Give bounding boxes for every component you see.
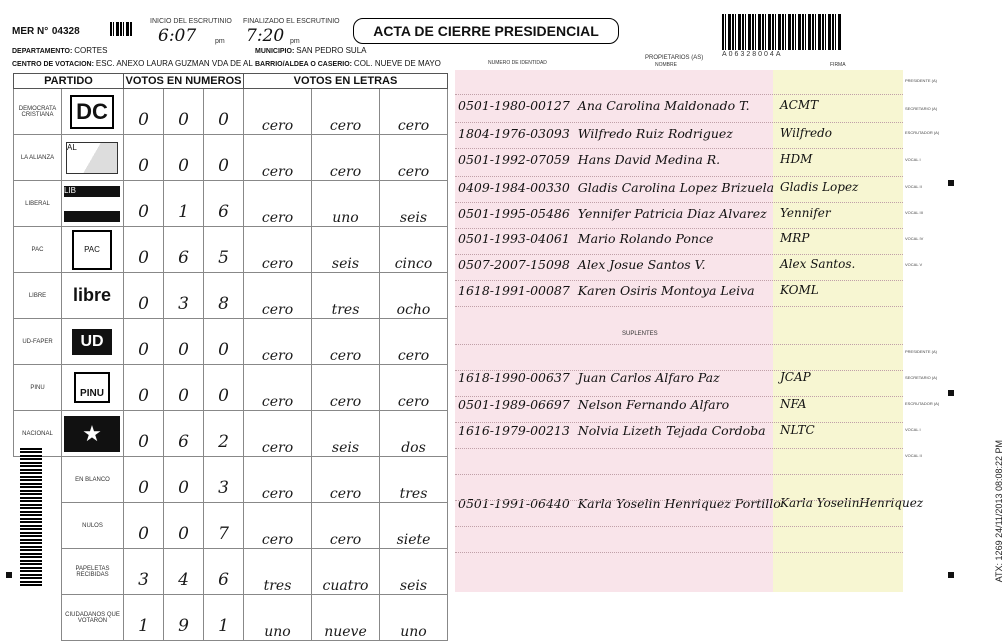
vote-word: seis xyxy=(312,227,380,273)
member-signature: NLTC xyxy=(780,423,815,437)
member-signature: Gladis Lopez xyxy=(780,180,859,194)
vote-digit: 0 xyxy=(124,135,164,181)
row-divider xyxy=(455,122,903,123)
vote-word: ocho xyxy=(380,273,448,319)
member-signature: Wilfredo xyxy=(780,126,832,140)
vote-digit: 2 xyxy=(204,411,244,457)
role-label: VOCAL V xyxy=(905,262,923,267)
vote-digit: 4 xyxy=(164,549,204,595)
vote-word: seis xyxy=(312,411,380,457)
party-name: LA ALIANZA xyxy=(14,135,62,181)
member-signature: Yennifer xyxy=(780,206,831,220)
vote-digit: 0 xyxy=(164,365,204,411)
member-row xyxy=(458,231,713,246)
vote-digit: 1 xyxy=(204,595,244,641)
member-name: Alex Josue Santos V. xyxy=(577,257,706,272)
vote-word: cero xyxy=(312,457,380,503)
municipio-value: SAN PEDRO SULA xyxy=(296,46,367,55)
vote-digit: 0 xyxy=(164,503,204,549)
row-divider xyxy=(455,396,903,397)
vote-digit: 5 xyxy=(204,227,244,273)
vote-digit: 0 xyxy=(204,365,244,411)
vote-digit: 8 xyxy=(204,273,244,319)
member-name: Nolvia Lizeth Tejada Cordoba xyxy=(577,423,766,438)
member-signature: Alex Santos. xyxy=(780,257,856,271)
vote-digit: 0 xyxy=(204,319,244,365)
barcode-number: A06328004A xyxy=(722,51,783,58)
vote-word: cero xyxy=(380,365,448,411)
centro-label: CENTRO DE VOTACION: xyxy=(12,61,94,68)
vote-digit: 0 xyxy=(164,457,204,503)
member-row xyxy=(458,283,755,298)
vote-word: cero xyxy=(380,319,448,365)
municipio-label: MUNICIPIO: xyxy=(255,48,295,55)
party-name: LIBERAL xyxy=(14,181,62,227)
party-logo-cell xyxy=(62,181,124,227)
col-identidad: NUMERO DE IDENTIDAD xyxy=(488,60,547,66)
summary-row xyxy=(14,595,448,641)
member-name: Yennifer Patricia Diaz Alvarez xyxy=(577,206,767,221)
identity-number: 0501-1980-00127 xyxy=(458,98,570,113)
role-label: VOCAL II xyxy=(905,453,922,458)
col-numeros: VOTOS EN NUMEROS xyxy=(124,74,244,89)
timestamp-stamp: ATX: 1269 24/11/2013 08:08:22 PM xyxy=(994,440,1004,583)
role-label: SECRETARIO (A) xyxy=(905,106,938,111)
member-signature: MRP xyxy=(780,231,810,245)
party-row xyxy=(14,273,448,319)
row-divider xyxy=(455,474,903,475)
party-logo-cell xyxy=(62,319,124,365)
party-row xyxy=(14,135,448,181)
side-barcode xyxy=(20,448,42,586)
row-divider xyxy=(455,422,903,423)
vote-digit: 9 xyxy=(164,595,204,641)
identity-number: 0507-2007-15098 xyxy=(458,257,570,272)
final-ampm: pm xyxy=(290,38,300,45)
vote-digit: 0 xyxy=(164,319,204,365)
party-logo: AL xyxy=(66,142,118,174)
vote-word: siete xyxy=(380,503,448,549)
role-label: VOCAL III xyxy=(905,210,923,215)
row-divider xyxy=(455,228,903,229)
vote-word: nueve xyxy=(312,595,380,641)
identity-number: 0501-1991-06440 xyxy=(458,496,570,511)
inicio-ampm: pm xyxy=(215,38,225,45)
role-label: VOCAL I xyxy=(905,157,921,162)
vote-word: cinco xyxy=(380,227,448,273)
party-row xyxy=(14,89,448,135)
vote-word: cero xyxy=(312,503,380,549)
vote-digit: 0 xyxy=(204,89,244,135)
member-signature: Karla YoselinHenriquez xyxy=(780,496,924,510)
party-logo-cell xyxy=(62,365,124,411)
party-logo-cell xyxy=(62,411,124,457)
vote-digit: 6 xyxy=(204,181,244,227)
member-name: Wilfredo Ruiz Rodriguez xyxy=(577,126,733,141)
party-logo: DC xyxy=(70,95,114,129)
vote-digit: 6 xyxy=(164,411,204,457)
vote-word: cero xyxy=(244,411,312,457)
col-partido: PARTIDO xyxy=(14,74,124,89)
vote-word: cero xyxy=(244,503,312,549)
summary-label: EN BLANCO xyxy=(62,457,124,503)
vote-word: seis xyxy=(380,549,448,595)
vote-word: tres xyxy=(244,549,312,595)
vote-word: cero xyxy=(244,319,312,365)
registration-mark xyxy=(948,180,954,186)
registration-mark xyxy=(6,572,12,578)
vote-word: cero xyxy=(244,89,312,135)
departamento-label: DEPARTAMENTO: xyxy=(12,48,73,55)
role-label: ESCRUTADOR (A) xyxy=(905,130,940,135)
identity-number: 0501-1993-04061 xyxy=(458,231,570,246)
votes-table xyxy=(13,73,448,641)
party-logo-cell xyxy=(62,227,124,273)
centro-row xyxy=(12,59,253,68)
member-signature: JCAP xyxy=(780,370,811,384)
member-name: Ana Carolina Maldonado T. xyxy=(577,98,750,113)
member-name: Karla Yoselin Henriquez Portillo xyxy=(577,496,781,511)
party-logo: PINU xyxy=(74,372,110,403)
vote-digit: 0 xyxy=(124,273,164,319)
row-divider xyxy=(455,202,903,203)
mer-value: 04328 xyxy=(51,26,80,37)
vote-word: cero xyxy=(244,365,312,411)
member-row xyxy=(458,397,729,412)
member-name: Gladis Carolina Lopez Brizuela xyxy=(577,180,775,195)
identity-number: 0501-1995-05486 xyxy=(458,206,570,221)
summary-row xyxy=(14,457,448,503)
vote-word: uno xyxy=(380,595,448,641)
member-row xyxy=(458,126,733,141)
summary-label: CIUDADANOS QUE VOTARON xyxy=(62,595,124,641)
vote-digit: 0 xyxy=(164,135,204,181)
party-row xyxy=(14,411,448,457)
vote-digit: 0 xyxy=(124,319,164,365)
vote-digit: 1 xyxy=(124,595,164,641)
party-logo: libre xyxy=(72,285,111,305)
col-firma: FIRMA xyxy=(830,62,846,68)
identity-number: 1618-1991-00087 xyxy=(458,283,570,298)
vote-word: cero xyxy=(312,89,380,135)
vote-digit: 0 xyxy=(204,135,244,181)
vote-digit: 7 xyxy=(204,503,244,549)
summary-row xyxy=(14,549,448,595)
vote-digit: 0 xyxy=(124,365,164,411)
member-row xyxy=(458,180,774,195)
party-row xyxy=(14,181,448,227)
member-name: Mario Rolando Ponce xyxy=(577,231,714,246)
role-label: VOCAL IV xyxy=(905,236,924,241)
inicio-label: INICIO DEL ESCRUTINIO xyxy=(150,18,232,25)
party-logo-cell xyxy=(62,135,124,181)
identity-number: 1618-1990-00637 xyxy=(458,370,570,385)
vote-word: uno xyxy=(244,595,312,641)
role-label: PRESIDENTE (A) xyxy=(905,349,938,354)
party-name: LIBRE xyxy=(14,273,62,319)
mer-number xyxy=(12,22,80,37)
member-name: Nelson Fernando Alfaro xyxy=(577,397,730,412)
role-label: VOCAL I xyxy=(905,427,921,432)
role-label: PRESIDENTE (A) xyxy=(905,78,938,83)
main-barcode xyxy=(722,14,842,50)
vote-word: cero xyxy=(244,135,312,181)
vote-word: cero xyxy=(380,89,448,135)
member-row xyxy=(458,496,781,511)
identity-number: 0501-1992-07059 xyxy=(458,152,570,167)
row-divider xyxy=(455,176,903,177)
col-letras: VOTOS EN LETRAS xyxy=(244,74,448,89)
party-logo: PAC xyxy=(72,230,112,270)
party-row xyxy=(14,365,448,411)
row-divider xyxy=(455,306,903,307)
vote-digit: 0 xyxy=(124,89,164,135)
final-time: 7:20 xyxy=(246,26,285,46)
row-divider xyxy=(455,280,903,281)
party-name: PAC xyxy=(14,227,62,273)
vote-word: tres xyxy=(312,273,380,319)
vote-word: uno xyxy=(312,181,380,227)
member-row xyxy=(458,206,767,221)
member-name: Hans David Medina R. xyxy=(577,152,721,167)
identity-number: 0409-1984-00330 xyxy=(458,180,570,195)
party-logo-cell xyxy=(62,89,124,135)
party-row xyxy=(14,319,448,365)
party-row xyxy=(14,227,448,273)
vote-digit: 3 xyxy=(204,457,244,503)
summary-label: NULOS xyxy=(62,503,124,549)
vote-word: cero xyxy=(244,273,312,319)
row-divider xyxy=(455,448,903,449)
vote-digit: 0 xyxy=(124,227,164,273)
party-logo-cell xyxy=(62,273,124,319)
vote-digit: 0 xyxy=(164,89,204,135)
barrio-value: COL. NUEVE DE MAYO xyxy=(353,59,441,68)
vote-digit: 0 xyxy=(124,457,164,503)
vote-word: cero xyxy=(244,457,312,503)
final-label: FINALIZADO EL ESCRUTINIO xyxy=(243,18,340,25)
departamento-row xyxy=(12,46,107,55)
row-divider xyxy=(455,94,903,95)
empty-cell xyxy=(14,595,62,641)
vote-digit: 3 xyxy=(124,549,164,595)
party-name: PINU xyxy=(14,365,62,411)
party-logo xyxy=(64,416,120,452)
row-divider xyxy=(455,500,903,501)
summary-row xyxy=(14,503,448,549)
party-name: NACIONAL xyxy=(14,411,62,457)
role-label: VOCAL II xyxy=(905,184,922,189)
vote-word: seis xyxy=(380,181,448,227)
vote-digit: 0 xyxy=(124,411,164,457)
member-signature: HDM xyxy=(780,152,813,166)
summary-label: PAPELETAS RECIBIDAS xyxy=(62,549,124,595)
municipio-row xyxy=(255,46,366,55)
vote-digit: 0 xyxy=(124,181,164,227)
member-row xyxy=(458,257,705,272)
vote-word: cero xyxy=(244,181,312,227)
barrio-row xyxy=(255,59,441,68)
member-row xyxy=(458,98,750,113)
member-signature: ACMT xyxy=(780,98,819,112)
identity-number: 1804-1976-03093 xyxy=(458,126,570,141)
inicio-time: 6:07 xyxy=(158,26,197,46)
centro-value: ESC. ANEXO LAURA GUZMAN VDA DE AL xyxy=(95,59,253,68)
row-divider xyxy=(455,148,903,149)
vote-digit: 6 xyxy=(164,227,204,273)
registration-mark xyxy=(948,390,954,396)
member-row xyxy=(458,370,720,385)
role-label: SECRETARIO (A) xyxy=(905,375,938,380)
vote-digit: 6 xyxy=(204,549,244,595)
col-propietarios: PROPIETARIOS (AS) xyxy=(645,55,704,61)
vote-word: cero xyxy=(244,227,312,273)
star-icon: ★ xyxy=(82,420,102,446)
member-row xyxy=(458,152,720,167)
vote-word: cero xyxy=(312,135,380,181)
col-nombre: NOMBRE xyxy=(655,62,677,68)
role-label: ESCRUTADOR (A) xyxy=(905,401,940,406)
party-name: UD-FAPER xyxy=(14,319,62,365)
registration-mark xyxy=(948,572,954,578)
row-divider xyxy=(455,526,903,527)
departamento-value: CORTES xyxy=(74,46,108,55)
document-title: ACTA DE CIERRE PRESIDENCIAL xyxy=(353,18,619,44)
mer-label: MER N° xyxy=(12,26,49,37)
vote-word: tres xyxy=(380,457,448,503)
member-signature: NFA xyxy=(780,397,807,411)
party-logo: LIB xyxy=(64,186,120,222)
vote-digit: 3 xyxy=(164,273,204,319)
identity-number: 0501-1989-06697 xyxy=(458,397,570,412)
vote-word: cuatro xyxy=(312,549,380,595)
member-name: Karen Osiris Montoya Leiva xyxy=(577,283,755,298)
small-barcode xyxy=(110,22,132,36)
suplentes-label: SUPLENTES xyxy=(622,331,658,337)
member-signature: KOML xyxy=(780,283,819,297)
member-name: Juan Carlos Alfaro Paz xyxy=(577,370,720,385)
barrio-label: BARRIO/ALDEA O CASERIO: xyxy=(255,61,352,68)
row-divider xyxy=(455,344,903,345)
vote-word: cero xyxy=(380,135,448,181)
party-logo: UD xyxy=(72,329,111,355)
identity-number: 1616-1979-00213 xyxy=(458,423,570,438)
row-divider xyxy=(455,370,903,371)
row-divider xyxy=(455,254,903,255)
vote-word: dos xyxy=(380,411,448,457)
member-row xyxy=(458,423,766,438)
party-name: DEMOCRATA CRISTIANA xyxy=(14,89,62,135)
row-divider xyxy=(455,552,903,553)
vote-digit: 0 xyxy=(124,503,164,549)
vote-word: cero xyxy=(312,365,380,411)
vote-digit: 1 xyxy=(164,181,204,227)
vote-word: cero xyxy=(312,319,380,365)
